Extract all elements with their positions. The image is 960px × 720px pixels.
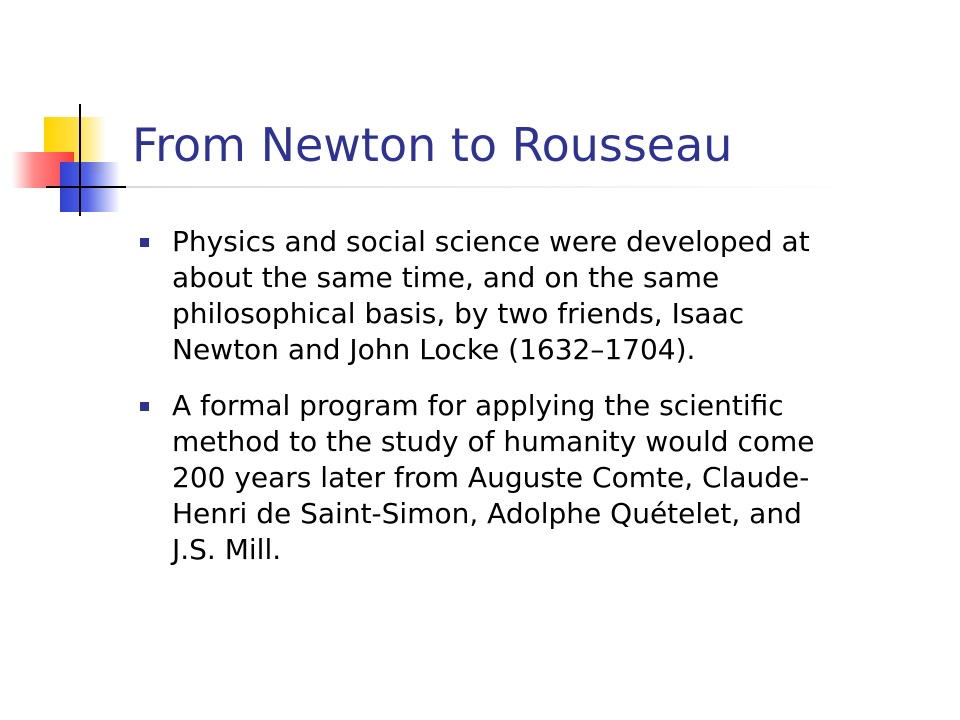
bullet-line: J.S. Mill. (172, 533, 282, 566)
decorative-vertical-line (79, 104, 81, 216)
bullet-line: method to the study of humanity would come (172, 425, 815, 458)
bullet-line: Physics and social science were developed at (172, 225, 810, 258)
bullet-line: Newton and John Locke (1632–1704). (172, 333, 696, 366)
bullet-line: A formal program for applying the scientific (172, 389, 784, 422)
bullet-line: Henri de Saint-Simon, Adolphe Quételet, and (172, 497, 802, 530)
bullet-line: about the same time, and on the same (172, 261, 720, 294)
bullet-item-1 (140, 224, 930, 368)
square-bullet-icon (140, 402, 149, 411)
bullet-item-2 (140, 388, 930, 568)
title-underline-rule (118, 186, 868, 188)
decorative-horizontal-line (46, 186, 126, 188)
bullet-list (140, 224, 930, 588)
bullet-line: 200 years later from Auguste Comte, Claude- (172, 461, 810, 494)
slide-title: From Newton to Rousseau (132, 118, 733, 172)
bullet-line: philosophical basis, by two friends, Isaac (172, 297, 745, 330)
square-bullet-icon (140, 238, 149, 247)
